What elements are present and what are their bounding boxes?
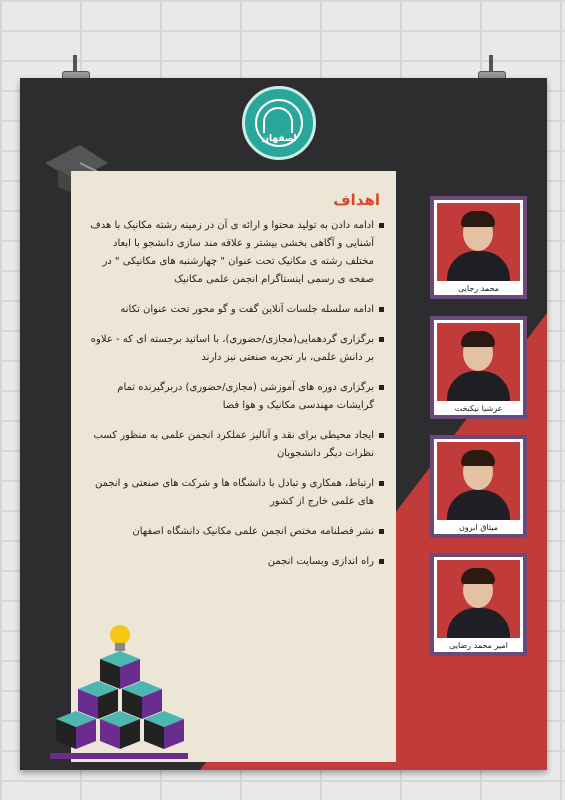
puzzle-icon: [100, 651, 140, 689]
member-name: امیر محمد رضایی: [449, 641, 508, 650]
member-card: [430, 435, 527, 538]
goal-item: برگزاری دوره های آموزشی (مجازی/حضوری) دربرگیرنده تمام گرایشات مهندسی مکانیک و هوا فضا: [84, 379, 384, 415]
bullet-icon: [379, 337, 384, 342]
member-photo: [437, 442, 520, 520]
goal-item: ادامه دادن به تولید محتوا و ارائه ی آن در زمینه رشته مکانیک با هدف آشنایی و آگاهی بخشی بیشتر و علاقه مند سازی دانشجو با ابعاد مختلف رشته ی مکانیک تحت عنوان " چهارشنبه های مکانیکی " در صفحه ی رسمی اینستاگرام انجمن علمی مکانیک: [84, 217, 384, 289]
bullet-icon: [379, 307, 384, 312]
bullet-icon: [379, 529, 384, 534]
goal-item: راه اندازی وبسایت انجمن: [84, 553, 384, 571]
goal-item: ادامه سلسله جلسات آنلاین گفت و گو محور تحت عنوان تکانه: [84, 301, 384, 319]
poster: [20, 78, 547, 770]
goal-item: ارتباط، همکاری و تبادل با دانشگاه ها و شرکت های صنعتی و انجمن های علمی خارج از کشور: [84, 475, 384, 511]
bullet-icon: [379, 385, 384, 390]
bullet-icon: [379, 559, 384, 564]
member-photo: [437, 323, 520, 401]
goal-item: برگزاری گردهمایی(مجازی/حضوری)، با اساتید برجسته ای که - علاوه بر دانش علمی، بار تجربه صنعتی نیز دارند: [84, 331, 384, 367]
goal-item: ایجاد محیطی برای نقد و آنالیز عملکرد انجمن علمی به منظور کسب نظرات دیگر دانشجویان: [84, 427, 384, 463]
member-name: محمد رجایی: [458, 284, 499, 293]
member-name: عرشیا نیکبخت: [454, 404, 503, 413]
bullet-icon: [379, 223, 384, 228]
member-card: [430, 553, 527, 656]
goals-title: اهداف: [333, 191, 380, 209]
puzzle-blocks-illustration: [40, 623, 190, 768]
bullet-icon: [379, 481, 384, 486]
goals-list: [84, 217, 384, 583]
member-card: [430, 196, 527, 299]
member-photo: [437, 203, 520, 281]
logo-text: اصفهان: [261, 134, 297, 144]
goal-item: نشر فصلنامه مختص انجمن علمی مکانیک دانشگاه اصفهان: [84, 523, 384, 541]
member-photo: [437, 560, 520, 638]
member-card: [430, 316, 527, 419]
member-name: میثاق ابرون: [459, 523, 498, 532]
lightbulb-icon: [110, 625, 130, 651]
university-logo: [242, 86, 316, 160]
bullet-icon: [379, 433, 384, 438]
